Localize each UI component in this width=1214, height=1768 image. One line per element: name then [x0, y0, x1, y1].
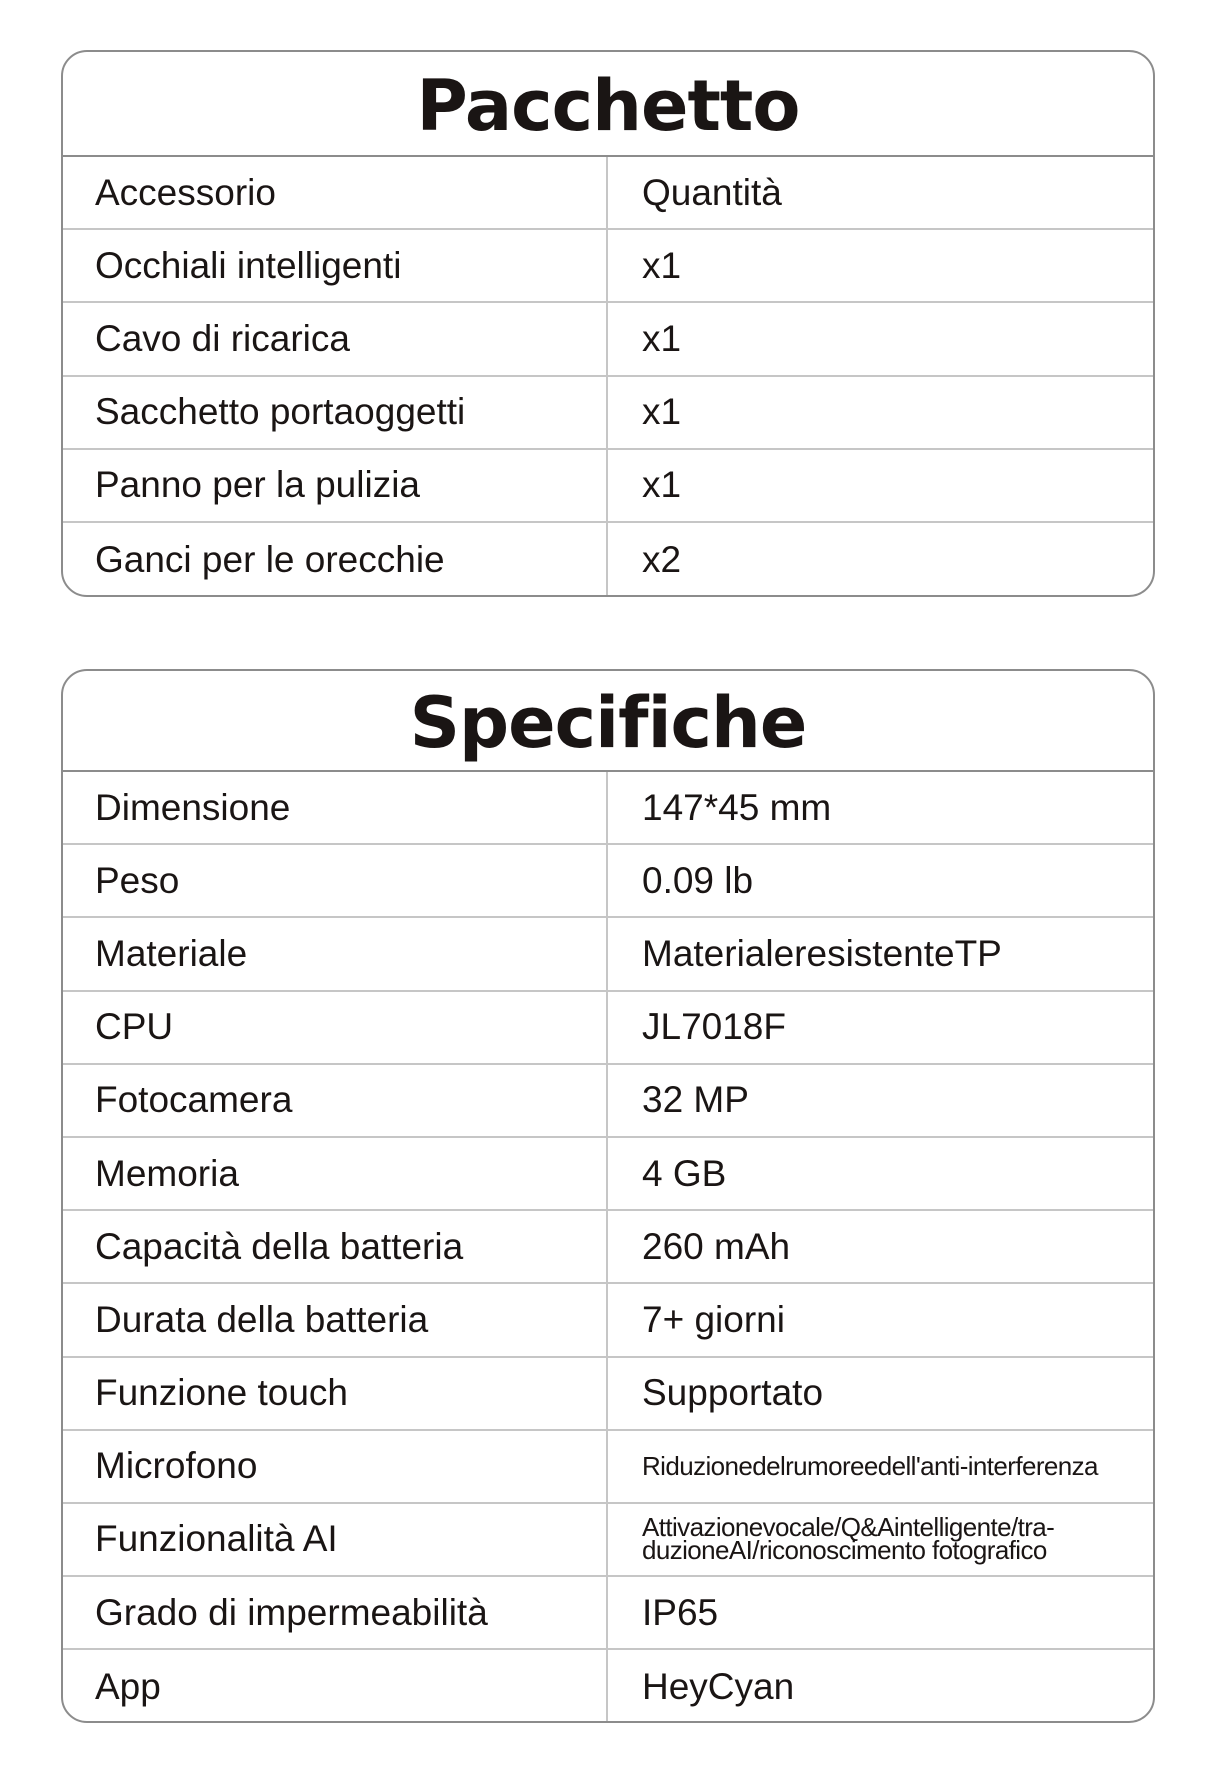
accessory-name: Occhiali intelligenti: [63, 230, 608, 301]
table-row: [63, 1504, 1153, 1577]
spec-label: Memoria: [63, 1138, 608, 1209]
spec-label: Durata della batteria: [63, 1284, 608, 1355]
package-header-row: [63, 157, 1153, 230]
accessory-name: Cavo di ricarica: [63, 303, 608, 374]
spec-label: Fotocamera: [63, 1065, 608, 1136]
spec-label: Dimensione: [63, 772, 608, 843]
spec-value: MaterialeresistenteTP: [642, 932, 1002, 974]
table-row: [63, 1138, 1153, 1211]
specifications-rows: [63, 772, 1153, 1723]
table-row: [63, 377, 1153, 450]
column-header-accessory: Accessorio: [63, 157, 608, 228]
spec-value: 4 GB: [642, 1152, 727, 1194]
accessory-name: Panno per la pulizia: [63, 450, 608, 521]
table-row: [63, 918, 1153, 991]
table-row: [63, 230, 1153, 303]
spec-value: JL7018F: [642, 1006, 786, 1048]
column-header-quantity: Quantità: [642, 171, 782, 213]
table-row: [63, 1284, 1153, 1357]
spec-label: Peso: [63, 845, 608, 916]
accessory-quantity: x1: [642, 317, 682, 359]
table-row: [63, 1431, 1153, 1504]
spec-value: HeyCyan: [642, 1665, 795, 1707]
table-row: [63, 1358, 1153, 1431]
spec-value: 260 mAh: [642, 1225, 791, 1267]
package-contents-table: [61, 50, 1155, 597]
spec-value: IP65: [642, 1591, 719, 1633]
spec-label: CPU: [63, 992, 608, 1063]
accessory-name: Ganci per le orecchie: [63, 523, 608, 596]
accessory-quantity: x1: [642, 464, 682, 506]
specifications-title: Specifiche: [63, 671, 1153, 772]
table-row: [63, 1650, 1153, 1723]
table-row: [63, 992, 1153, 1065]
spec-label: App: [63, 1650, 608, 1723]
package-title: Pacchetto: [63, 52, 1153, 157]
specifications-table: [61, 669, 1155, 1723]
table-row: [63, 450, 1153, 523]
spec-label: Funzionalità AI: [63, 1504, 608, 1575]
spec-label: Materiale: [63, 918, 608, 989]
package-rows: [63, 157, 1153, 596]
spec-value: Riduzionedelrumoreedell'anti-interferenza: [642, 1450, 1098, 1481]
spec-value: 147*45 mm: [642, 786, 832, 828]
spec-value: Supportato: [642, 1372, 824, 1414]
table-row: [63, 772, 1153, 845]
spec-label: Funzione touch: [63, 1358, 608, 1429]
spec-value: 32 MP: [642, 1079, 749, 1121]
spec-label: Capacità della batteria: [63, 1211, 608, 1282]
accessory-name: Sacchetto portaoggetti: [63, 377, 608, 448]
table-row: [63, 523, 1153, 596]
table-row: [63, 303, 1153, 376]
spec-label: Grado di impermeabilità: [63, 1577, 608, 1648]
table-row: [63, 1577, 1153, 1650]
accessory-quantity: x2: [642, 538, 682, 580]
table-row: [63, 845, 1153, 918]
accessory-quantity: x1: [642, 391, 682, 433]
table-row: [63, 1065, 1153, 1138]
spec-value: 7+ giorni: [642, 1298, 785, 1340]
spec-label: Microfono: [63, 1431, 608, 1502]
spec-value: 0.09 lb: [642, 859, 754, 901]
table-row: [63, 1211, 1153, 1284]
accessory-quantity: x1: [642, 244, 682, 286]
spec-value: Attivazionevocale/Q&Aintelligente/tra-duzioneAI/riconoscimento fotografico: [642, 1512, 1055, 1566]
